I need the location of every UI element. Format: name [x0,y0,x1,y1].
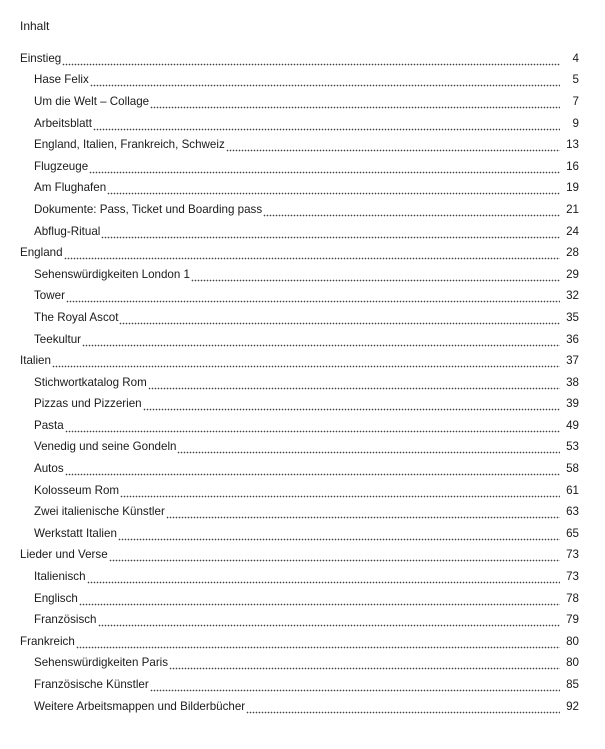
toc-entry-page: 5 [572,73,579,87]
toc-entry-page: 73 [566,548,579,562]
toc-entry-page: 36 [566,332,579,346]
toc-entry[interactable] [0,307,605,329]
toc-entry-title: Englisch [34,591,78,605]
dot-leader [65,419,560,433]
toc-entry-title: Einstieg [20,51,62,65]
toc-entry-page: 39 [566,397,579,411]
toc-entry-title: Sehenswürdigkeiten London 1 [34,267,190,281]
toc-entry-title: Um die Welt – Collage [34,94,150,108]
toc-entry-title: Zwei italienische Künstler [34,505,165,519]
toc-entry-page: 37 [566,354,579,368]
toc-entry-page: 21 [566,202,579,216]
dot-leader [82,333,560,347]
toc-entry-page: 61 [566,483,579,497]
toc-entry[interactable] [0,545,605,567]
toc-entry[interactable] [0,48,605,70]
toc-entry-title: Kolosseum Rom [34,483,120,497]
toc-entry[interactable] [0,566,605,588]
toc-heading: Inhalt [20,19,50,33]
dot-leader [119,311,560,325]
dot-leader [90,73,560,87]
toc-entry[interactable] [0,458,605,480]
toc-entry-title: Arbeitsblatt [34,116,92,130]
dot-leader [166,505,560,519]
toc-entry-page: 73 [566,570,579,584]
toc-entry-title: Hase Felix [34,73,89,87]
toc-entry[interactable] [0,70,605,92]
toc-entry[interactable] [0,674,605,696]
toc-entry-title: England [20,246,63,260]
table-of-contents [0,48,605,717]
dot-leader [120,484,560,498]
toc-entry[interactable] [0,437,605,459]
dot-leader [177,440,560,454]
toc-entry[interactable] [0,415,605,437]
dot-leader [148,376,560,390]
toc-entry[interactable] [0,156,605,178]
toc-entry-page: 29 [566,267,579,281]
toc-entry-title: Weitere Arbeitsmappen und Bilderbücher [34,699,246,713]
dot-leader [263,203,560,217]
dot-leader [79,592,560,606]
toc-entry[interactable] [0,221,605,243]
toc-entry-page: 19 [566,181,579,195]
dot-leader [150,95,560,109]
toc-entry[interactable] [0,329,605,351]
dot-leader [62,52,560,66]
toc-entry[interactable] [0,264,605,286]
toc-entry-title: Flugzeuge [34,159,89,173]
dot-leader [143,397,560,411]
toc-entry-title: Werkstatt Italien [34,526,117,540]
toc-entry-page: 63 [566,505,579,519]
toc-entry-page: 38 [566,375,579,389]
toc-entry-title: Autos [34,462,64,476]
dot-leader [64,246,560,260]
toc-entry[interactable] [0,394,605,416]
toc-entry[interactable] [0,480,605,502]
toc-entry-page: 49 [566,418,579,432]
toc-entry-page: 65 [566,526,579,540]
toc-entry-page: 80 [566,634,579,648]
toc-entry[interactable] [0,178,605,200]
dot-leader [89,160,560,174]
toc-entry-title: Venedig und seine Gondeln [34,440,177,454]
dot-leader [107,181,560,195]
toc-entry[interactable] [0,286,605,308]
toc-entry-title: Pasta [34,418,64,432]
dot-leader [66,289,560,303]
toc-entry-page: 92 [566,699,579,713]
toc-entry[interactable] [0,113,605,135]
toc-entry-page: 32 [566,289,579,303]
dot-leader [109,548,560,562]
dot-leader [76,635,560,649]
toc-entry-title: Sehenswürdigkeiten Paris [34,656,169,670]
toc-entry[interactable] [0,631,605,653]
dot-leader [101,225,560,239]
dot-leader [150,678,560,692]
toc-entry-title: Französisch [34,613,97,627]
toc-entry-title: Italienisch [34,570,86,584]
toc-entry-title: Abflug-Ritual [34,224,101,238]
dot-leader [246,700,560,714]
toc-entry-page: 53 [566,440,579,454]
toc-entry-title: Lieder und Verse [20,548,108,562]
toc-entry[interactable] [0,350,605,372]
toc-entry-page: 7 [572,94,579,108]
dot-leader [191,268,560,282]
toc-entry-page: 16 [566,159,579,173]
toc-entry[interactable] [0,653,605,675]
dot-leader [98,613,561,627]
toc-entry[interactable] [0,501,605,523]
toc-entry[interactable] [0,696,605,718]
toc-entry-title: Teekultur [34,332,82,346]
dot-leader [87,570,560,584]
toc-entry-page: 13 [566,138,579,152]
toc-entry-title: The Royal Ascot [34,310,119,324]
toc-entry[interactable] [0,199,605,221]
toc-entry-title: Französische Künstler [34,678,149,692]
toc-entry-title: Tower [34,289,65,303]
toc-entry[interactable] [0,242,605,264]
dot-leader [118,527,560,541]
toc-entry-title: Pizzas und Pizzerien [34,397,142,411]
dot-leader [93,117,560,131]
toc-entry-title: Italien [20,354,51,368]
toc-entry-page: 79 [566,613,579,627]
toc-entry-page: 85 [566,678,579,692]
toc-entry-title: Am Flughafen [34,181,107,195]
toc-entry-page: 80 [566,656,579,670]
toc-entry-page: 28 [566,246,579,260]
toc-entry-page: 9 [572,116,579,130]
toc-entry[interactable] [0,609,605,631]
toc-entry-title: Stichwortkatalog Rom [34,375,147,389]
dot-leader [169,656,560,670]
toc-entry-page: 4 [572,51,579,65]
dot-leader [65,462,560,476]
toc-entry-title: England, Italien, Frankreich, Schweiz [34,138,225,152]
toc-entry[interactable] [0,134,605,156]
dot-leader [52,354,560,368]
toc-entry[interactable] [0,523,605,545]
toc-entry[interactable] [0,372,605,394]
dot-leader [226,138,560,152]
toc-entry-title: Dokumente: Pass, Ticket und Boarding pass [34,202,263,216]
toc-entry-title: Frankreich [20,634,75,648]
toc-entry-page: 58 [566,462,579,476]
toc-entry-page: 35 [566,310,579,324]
toc-entry-page: 78 [566,591,579,605]
toc-entry[interactable] [0,588,605,610]
toc-entry-page: 24 [566,224,579,238]
toc-entry[interactable] [0,91,605,113]
